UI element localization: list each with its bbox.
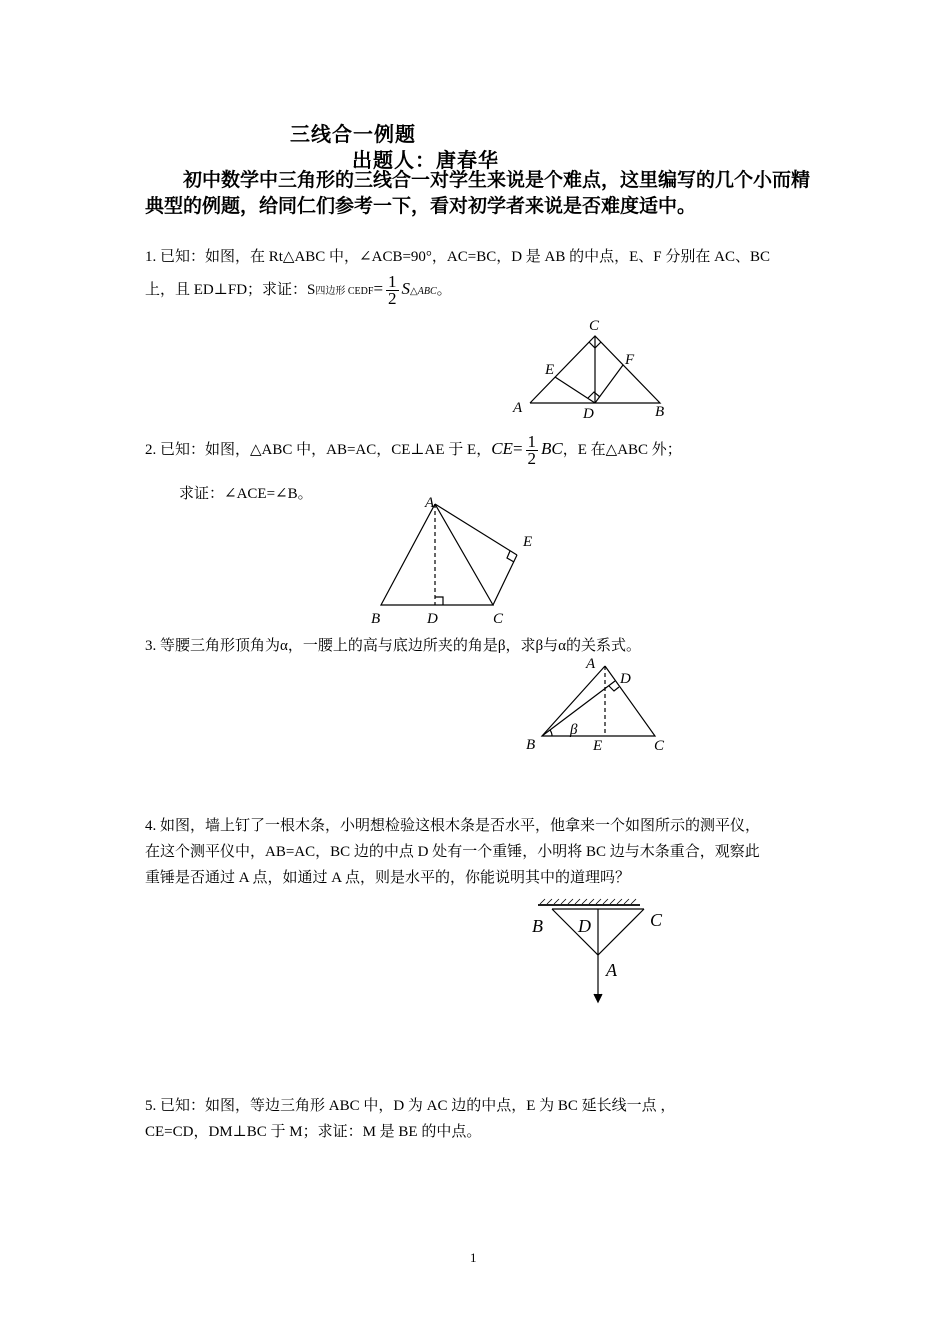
problem-5-text	[145, 1093, 815, 1145]
problem-2-fraction	[526, 434, 539, 467]
fig4-plumb-arrow	[594, 994, 602, 1002]
problem-1-sub-quad: 四边形 CEDF	[315, 285, 374, 297]
fig1-label-a: A	[513, 400, 523, 416]
fig3-label-e: E	[593, 738, 603, 754]
problem-4-text	[145, 813, 815, 891]
problem-2-suffix: ，E 在△ABC 外；	[562, 441, 682, 458]
fig3-triangle	[542, 666, 655, 736]
fig1-label-b: B	[655, 404, 665, 420]
fig2-ae	[435, 504, 517, 555]
problem-1-line-1: 1. 已知：如图，在 Rt△ABC 中，∠ACB=90°，AC=BC，D 是 AB 的中点，E、F 分别在 AC、BC	[145, 249, 770, 265]
fig3-label-d: D	[620, 671, 631, 687]
problem-2-ce: CE	[491, 438, 513, 458]
problem-5-line-1: 5. 已知：如图，等边三角形 ABC 中，D 为 AC 边的中点，E 为 BC 延长线一点 ，	[145, 1098, 676, 1114]
fig1-label-e: E	[545, 362, 555, 378]
problem-5-line-2: CE=CD，DM⊥BC 于 M；求证：M 是 BE 的中点。	[145, 1124, 482, 1140]
fig4-label-b: B	[532, 916, 543, 936]
fig4-label-c: C	[650, 910, 663, 930]
problem-2-bc: BC	[541, 438, 563, 458]
fig4-label-a: A	[606, 960, 617, 980]
problem-3-line-1: 3. 等腰三角形顶角为α，一腰上的高与底边所夹的角是β，求β与α的关系式。	[145, 638, 641, 654]
figure-2	[365, 490, 545, 630]
fig1-right-angle-d	[588, 392, 600, 398]
fig2-label-e: E	[523, 534, 533, 550]
fig3-label-a: A	[586, 656, 596, 672]
problem-2-frac-num: 1	[527, 432, 537, 451]
problem-1-s: S	[401, 278, 411, 298]
problem-2-line-1	[145, 434, 815, 467]
doc-author: 出题人：唐春华	[352, 150, 499, 172]
problem-4-line-1: 4. 如图，墙上钉了一根木条，小明想检验这根木条是否水平，他拿来一个如图所示的测平仪，	[145, 818, 761, 834]
page-number: 1	[470, 1250, 477, 1265]
problem-1-line-2-prefix: 上，且 ED⊥FD；求证：S	[145, 281, 316, 298]
doc-intro: 初中数学中三角形的三线合一对学生来说是个难点，这里编写的几个小而精典型的例题，给同仁们参考一下，看对初学者来说是否难度适中。	[145, 170, 811, 217]
fig3-label-c: C	[654, 738, 665, 754]
problem-2-frac-den: 2	[527, 449, 537, 468]
problem-1-fraction	[386, 274, 399, 307]
problem-1-eq: =	[373, 278, 384, 298]
fig2-label-b: B	[371, 611, 381, 627]
fig4-label-d: D	[578, 916, 591, 936]
problem-1-sub-tri: △ABC	[410, 285, 437, 297]
problem-1-end: 。	[436, 281, 452, 298]
fig3-angle-b-arc	[550, 730, 552, 736]
problem-4-line-3: 重锤是否通过 A 点，如通过 A 点，则是水平的，你能说明其中的道理吗？	[145, 870, 631, 886]
fig1-ed	[555, 377, 595, 403]
fig2-ec	[493, 555, 517, 605]
fig2-label-c: C	[493, 611, 504, 627]
problem-1-line-2	[145, 274, 815, 307]
doc-title: 三线合一例题	[290, 124, 416, 146]
fig1-label-f: F	[625, 352, 635, 368]
figure-3	[520, 652, 680, 760]
fig2-triangle	[381, 504, 493, 605]
problem-4-line-2: 在这个测平仪中，AB=AC，BC 边的中点 D 处有一个重锤，小明将 BC 边与木条重合，观察此	[145, 844, 760, 860]
fig3-label-beta: β	[570, 722, 578, 738]
fig2-label-d: D	[427, 611, 438, 627]
problem-2-prefix: 2. 已知：如图，△ABC 中，AB=AC，CE⊥AE 于 E，	[145, 441, 492, 458]
problem-1-frac-num: 1	[388, 272, 397, 291]
fig3-bd	[542, 681, 615, 736]
figure-4	[520, 890, 680, 1010]
fig2-label-a: A	[425, 495, 435, 511]
problem-2-eq: =	[512, 438, 523, 458]
problem-3-text	[145, 633, 815, 659]
problem-1-frac-den: 2	[388, 289, 397, 308]
fig2-right-angle-d	[435, 597, 443, 605]
fig1-fd	[595, 365, 623, 403]
problem-2-line-2: 求证：∠ACE=∠B。	[179, 486, 313, 502]
fig1-label-d: D	[583, 406, 594, 422]
fig1-label-c: C	[589, 318, 600, 334]
fig3-right-angle-d	[609, 686, 619, 691]
fig4-board-hatch	[540, 899, 636, 904]
problem-1-text	[145, 244, 815, 307]
figure-1	[505, 312, 680, 424]
fig3-label-b: B	[526, 737, 536, 753]
